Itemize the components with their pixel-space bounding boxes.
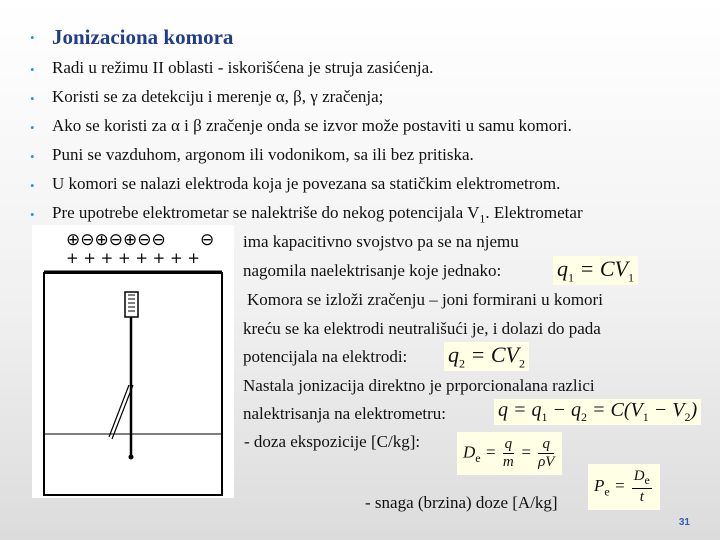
- bullet-icon: •: [30, 207, 35, 222]
- ion-row: ⊕⊖⊕⊖⊕⊖⊖: [66, 230, 166, 250]
- para-line-2: nagomila naelektrisanje koje jednako:: [243, 261, 502, 280]
- equation-q2: $q_2 = CV_2$: [444, 342, 529, 371]
- bullet-text-5: U komori se nalazi elektroda koja je povezana sa statičkim elektrometrom.: [52, 174, 561, 193]
- plus-row: + + + + + + + +: [66, 249, 200, 267]
- bullet-icon: •: [30, 62, 35, 77]
- para-line-1: ima kapacitivno svojstvo pa se na njemu: [243, 232, 519, 251]
- equation-dose-rate: $P_e$ = $\frac{D_e}{t}$: [588, 464, 660, 510]
- bullet-icon: •: [30, 178, 35, 193]
- bullet-icon: •: [30, 120, 35, 135]
- para-line-5: potencijala na elektrodi:: [243, 347, 408, 366]
- bullet-text-3: Ako se koristi za α i β zračenje onda se izvor može postaviti u samu komori.: [52, 116, 572, 135]
- bullet-text-6: Pre upotrebe elektrometar se nalektriše do nekog potencijala $V_1$. Elektrometar: [52, 203, 583, 226]
- ion-right: ⊖: [200, 230, 215, 250]
- page-number: 31: [678, 517, 690, 528]
- bullet-icon: •: [30, 91, 35, 106]
- para-line-6: Nastala jonizacija direktno je prporcionalana razlici: [243, 376, 595, 395]
- bullet-icon: •: [30, 149, 35, 164]
- equation-q: $q = q_1 - q_2 = C(V_1 - V_2)$: [494, 399, 701, 425]
- bullet-icon: •: [30, 30, 35, 45]
- slide-title: Jonizaciona komora: [52, 25, 234, 49]
- para-line-3: Komora se izloži zračenju – joni formirani u komori: [247, 290, 603, 309]
- ionization-chamber-diagram: [32, 225, 234, 498]
- electrode-insulator: [125, 292, 138, 317]
- para-line-4: kreću se ka elektrodi neutrališući je, i dolazi do pada: [243, 319, 601, 338]
- dose-rate-label: - snaga (brzina) doze [A/kg]: [365, 493, 558, 512]
- bullet-text-4: Puni se vazduhom, argonom ili vodonikom, sa ili bez pritiska.: [52, 145, 474, 164]
- bullet-text-2: Koristi se za detekciju i merenje α, β, γ zračenja;: [52, 87, 384, 106]
- equation-exposure-dose: $D_e$ = $\frac{q}{m}$ = $\frac{q}{\rho V}$: [457, 432, 562, 475]
- para-line-7: nalektrisanja na elektrometru:: [243, 404, 446, 423]
- bullet-text-1: Radi u režimu II oblasti - iskorišćena je struja zasićenja.: [52, 58, 434, 77]
- equation-q1: $q_1 = CV_1$: [553, 256, 638, 285]
- para-line-8: - doza ekspozicije [C/kg]:: [244, 432, 421, 451]
